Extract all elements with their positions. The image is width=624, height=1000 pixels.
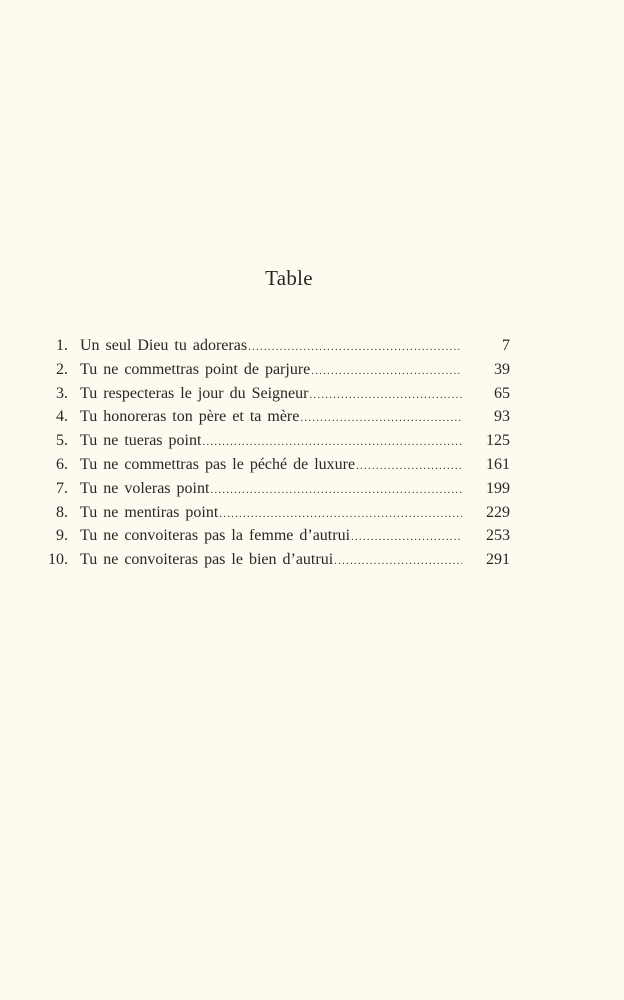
toc-entry (40, 548, 510, 572)
entry-page-number: 229 (486, 503, 510, 521)
dot-leader (311, 360, 462, 384)
dot-leader (334, 550, 462, 574)
toc-entry (40, 453, 510, 477)
entry-title: Tu ne mentiras point (80, 503, 219, 521)
entry-title: Un seul Dieu tu adoreras (80, 337, 248, 354)
entry-title: Tu ne convoiteras pas la femme d’autrui (80, 527, 351, 545)
entry-page-number: 7 (502, 337, 510, 354)
entry-page-number: 93 (494, 408, 510, 426)
entry-page-number: 161 (486, 455, 510, 473)
entry-number: 5. (56, 432, 68, 450)
toc-entry (40, 501, 510, 525)
page-title: Table (265, 266, 313, 290)
entry-page-number: 291 (486, 551, 510, 569)
entry-page-number: 253 (486, 527, 510, 545)
entry-title: Tu ne commettras pas le péché de luxure (80, 455, 356, 473)
entry-title: Tu ne voleras point (80, 479, 210, 497)
dot-leader (356, 455, 462, 479)
entry-title: Tu honoreras ton père et ta mère (80, 408, 300, 426)
toc-entry (40, 524, 510, 548)
toc-entry (40, 334, 510, 358)
entry-page-number: 199 (486, 479, 510, 497)
entry-number: 3. (56, 384, 68, 402)
entry-title: Tu ne tueras point (80, 432, 202, 450)
table-of-contents (40, 334, 510, 572)
toc-entry (40, 477, 510, 501)
dot-leader (202, 431, 462, 455)
dot-leader (300, 407, 462, 431)
entry-page-number: 125 (486, 432, 510, 450)
entry-page-number: 39 (494, 360, 510, 378)
entry-number: 4. (56, 408, 68, 426)
dot-leader (309, 384, 462, 408)
toc-entry (40, 405, 510, 429)
entry-number: 1. (56, 337, 68, 354)
entry-number: 7. (56, 479, 68, 497)
entry-number: 9. (56, 527, 68, 545)
dot-leader (210, 479, 462, 503)
entry-title: Tu respecteras le jour du Seigneur (80, 384, 309, 402)
dot-leader (219, 503, 462, 527)
entry-number: 8. (56, 503, 68, 521)
toc-entry (40, 382, 510, 406)
entry-number: 10. (48, 551, 68, 569)
dot-leader (351, 526, 462, 550)
toc-entry (40, 358, 510, 382)
entry-title: Tu ne convoiteras pas le bien d’autrui (80, 551, 334, 569)
entry-title: Tu ne commettras point de parjure (80, 360, 311, 378)
entry-page-number: 65 (494, 384, 510, 402)
dot-leader (248, 336, 462, 360)
entry-number: 2. (56, 360, 68, 378)
toc-entry (40, 429, 510, 453)
entry-number: 6. (56, 455, 68, 473)
